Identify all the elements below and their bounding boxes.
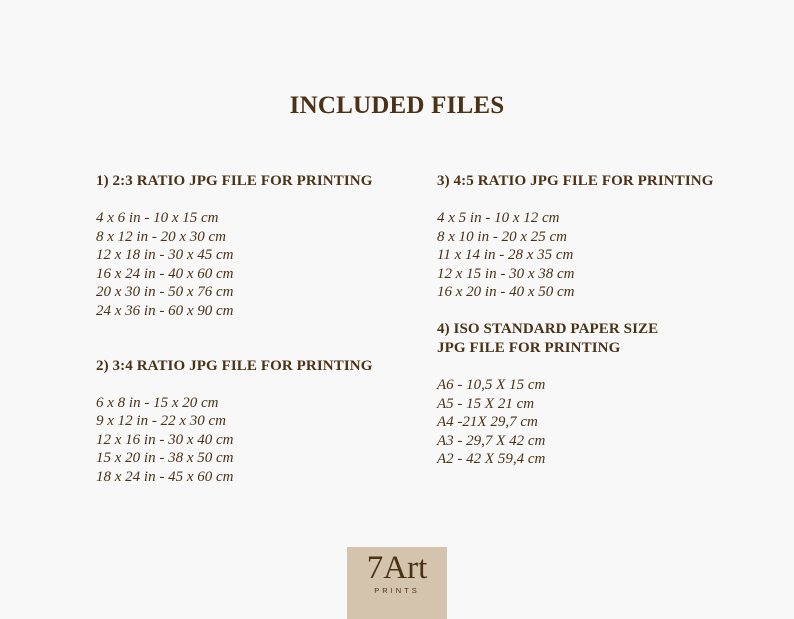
list-item: 12 x 15 in - 30 x 38 cm — [437, 265, 575, 282]
section-heading-iso-line1: 4) ISO STANDARD PAPER SIZE — [437, 320, 659, 337]
list-item: A5 - 15 X 21 cm — [437, 395, 535, 412]
section-heading-iso-line2: JPG FILE FOR PRINTING — [437, 339, 621, 356]
section-heading-4-5-ratio: 3) 4:5 RATIO JPG FILE FOR PRINTING — [437, 173, 714, 189]
page-title: INCLUDED FILES — [289, 92, 505, 119]
logo-wordmark: 7Art — [366, 550, 428, 586]
list-item: 4 x 6 in - 10 x 15 cm — [96, 210, 219, 226]
list-item: 6 x 8 in - 15 x 20 cm — [96, 394, 219, 411]
size-list-iso — [437, 376, 767, 469]
section-heading-3-4-ratio: 2) 3:4 RATIO JPG FILE FOR PRINTING — [96, 357, 373, 374]
list-item: 24 x 36 in - 60 x 90 cm — [96, 302, 234, 319]
list-item: A2 - 42 X 59,4 cm — [437, 451, 546, 468]
left-column — [96, 172, 416, 487]
list-item: A3 - 29,7 X 42 cm — [437, 432, 546, 449]
size-list-4-5-ratio — [437, 209, 767, 302]
list-item: A4 -21X 29,7 cm — [437, 414, 538, 431]
list-item: 12 x 18 in - 30 x 45 cm — [96, 247, 234, 264]
list-item: 18 x 24 in - 45 x 60 cm — [96, 468, 234, 485]
list-item: 9 x 12 in - 22 x 30 cm — [96, 413, 226, 430]
list-item: 12 x 16 in - 30 x 40 cm — [96, 431, 234, 448]
section-heading-iso — [437, 320, 767, 358]
right-column — [437, 172, 767, 469]
list-item: 4 x 5 in - 10 x 12 cm — [437, 210, 560, 226]
list-item: 8 x 10 in - 20 x 25 cm — [437, 228, 567, 245]
size-list-2-3-ratio — [96, 209, 416, 321]
list-item: 16 x 20 in - 40 x 50 cm — [437, 284, 575, 301]
list-item: 20 x 30 in - 50 x 76 cm — [96, 284, 234, 301]
list-item: 11 x 14 in - 28 x 35 cm — [437, 247, 574, 264]
list-item: 15 x 20 in - 38 x 50 cm — [96, 450, 234, 467]
logo-subtitle: PRINTS — [374, 586, 420, 595]
list-item: 8 x 12 in - 20 x 30 cm — [96, 228, 226, 245]
section-heading-2-3-ratio: 1) 2:3 RATIO JPG FILE FOR PRINTING — [96, 173, 373, 189]
list-item: 16 x 24 in - 40 x 60 cm — [96, 265, 234, 282]
list-item: A6 - 10,5 X 15 cm — [437, 376, 546, 393]
size-list-3-4-ratio — [96, 394, 416, 487]
brand-logo — [347, 547, 447, 619]
